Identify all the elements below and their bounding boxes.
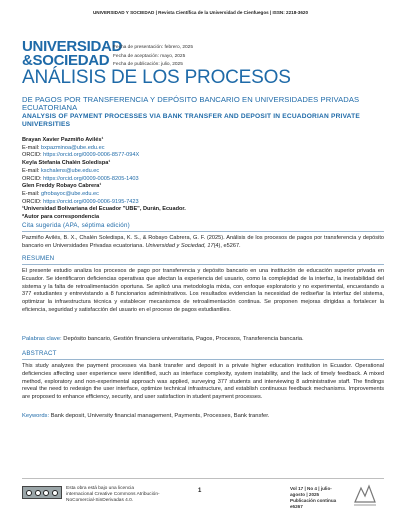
abstract-heading: ABSTRACT [22,350,57,357]
author-block [22,137,382,222]
palabras-clave: Palabras clave: Depósito bancario, Gestión financiera universitaria, Pagos, Procesos, Transferencia bancaria. [22,336,304,342]
author-name: Glen Freddy Robayo Cabrera¹ [22,183,102,190]
article-title-en: ANALYSIS OF PAYMENT PROCESSES VIA BANK TRANSFER AND DEPOSIT IN ECUADORIAN PRIVATE UNIVERSITIES [22,113,360,128]
author-name: Brayan Xavier Pazmiño Avilés¹ [22,137,104,143]
divider [22,231,384,232]
author-orcid-link[interactable]: https://orcid.org/0009-0006-8577-094X [43,152,140,159]
author-orcid-row: ORCID: https://orcid.org/0009-0006-9195-7423 [22,198,139,205]
author-email-row: E-mail: bxpazminoa@ube.edu.ec [22,144,105,151]
author-orcid-row: ORCID: https://orcid.org/0009-0005-8205-1403 [22,175,139,182]
author-email-row: E-mail: gfrobayoc@ube.edu.ec [22,190,99,197]
author-email-link[interactable]: kschalens@ube.edu.ec [40,167,100,174]
journal-header: UNIVERSIDAD Y SOCIEDAD | Revista Científica de la Universidad de Cienfuegos | ISSN: 2218-3620 [92,10,309,15]
date-accepted: Fecha de aceptación: mayo, 2025 [113,53,186,59]
article-title-sub-es: DE PAGOS POR TRANSFERENCIA Y DEPÓSITO BANCARIO EN UNIVERSIDADES PRIVADAS ECUATORIANA [22,95,360,113]
volume-info: Vol 17 | No 4 | julio-agosto | 2025 Publicación continua e5267 [290,486,337,509]
page-number: 1 [198,488,202,494]
divider [22,264,384,265]
article-title-main: ANÁLISIS DE LOS PROCESOS [22,67,291,88]
author-orcid-link[interactable]: https://orcid.org/0009-0005-8205-1403 [43,175,139,182]
author-email-link[interactable]: gfrobayoc@ube.edu.ec [40,190,99,197]
author-orcid-row: ORCID: https://orcid.org/0009-0006-8577-094X [22,152,140,159]
resumen-heading: RESUMEN [22,255,55,262]
date-presented: Fecha de presentación: febrero, 2025 [113,45,194,50]
license-text: Esta obra está bajo una licencia internacional Creative Commons Atribución-NoComercial-SinDerivadas 4.0. [66,486,160,504]
journal-brand-logo [22,38,123,69]
author-email-link[interactable]: bxpazminoa@ube.edu.ec [40,144,105,151]
abstract-text: This study analyzes the payment processes via bank transfer and deposit in a private higher education institution in Ecuador. Operational deficiencies affecting user experience were identified, such as interface complexity, system instability, and the lack of timely feedback. A mixed method, exploratory and non-experimental approach was applied, surveying 377 students and interviewing 8 administrative staff. The findings reveal the need to redesign the user interface, optimize technical infrastructure, and establish continuous feedback mechanisms. Improvements are proposed to enhance efficiency, security, and user satisfaction in student payment processes. [22,363,384,401]
brand-line-2: &SOCIEDAD [22,52,110,69]
divider [22,359,384,360]
resumen-text: El presente estudio analiza los procesos de pago por transferencia y depósito bancario en una institución de educación superior privada en Ecuador. Se identificaron deficiencias operativas que afectan la experiencia del usuario, como la complejidad de la interfaz, la inestabilidad del sistema y la falta de retroalimentación oportuna. Se aplicó una metodología mixta, con enfoque exploratorio y no experimental, encuestando a 377 estudiantes y entrevistando a 8 funcionarios administrativos. Los resultados evidencian la necesidad de rediseñar la interfaz del sistema, optimizar la infraestructura técnica y establecer mecanismos de retroalimentación continua. Se proponen mejoras dirigidas a fortalecer la eficiencia, seguridad y satisfacción del usuario en el proceso de pagos estudiantiles. [22,268,384,313]
cc-license-badge-icon[interactable] [22,486,62,499]
author-orcid-link[interactable]: https://orcid.org/0009-0006-9195-7423 [43,198,139,205]
author-email-row: E-mail: kschalens@ube.edu.ec [22,167,100,174]
citation-heading: Cita sugerida (APA, séptima edición) [22,222,130,229]
brand-line-1: UNIVERSIDAD [22,38,123,55]
affiliation: ¹Universidad Bolivariana del Ecuador "UBE", Durán, Ecuador. [22,206,186,213]
keywords: Keywords: Bank deposit, University financial management, Payments, Processes, Bank transfer. [22,413,270,419]
publisher-logo-icon [351,482,379,510]
correspondence-note: *Autor para correspondencia [22,214,100,221]
author-name: Keyla Stefania Chalén Soledispa¹ [22,160,111,167]
publication-dates [113,44,193,70]
citation-text: Pazmiño Avilés, B. X., Chalén Soledispa, K. S., & Robayo Cabrera, G. F. (2025). Análisis de los procesos de pagos por transferencia y depósito bancario en Universidades Privadas ecuatoriana. Universidad y Sociedad, 17(4), e5267. [22,235,384,249]
date-published: Fecha de publicación: julio, 2025 [113,62,183,68]
footer-divider [22,478,384,479]
